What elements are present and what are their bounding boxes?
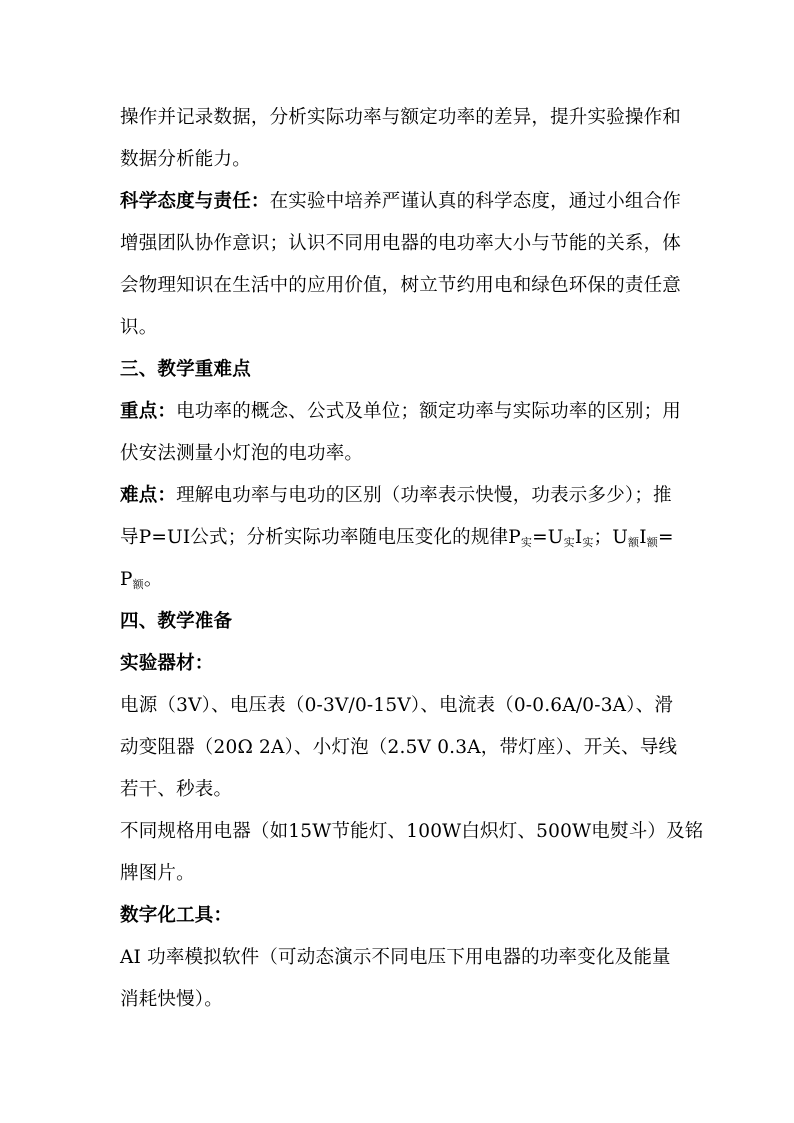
attitude-line-3: 会物理知识在生活中的应用价值，树立节约用电和绿色环保的责任意 [120,275,682,296]
difficult-points-line-2 [120,525,680,551]
equipment-label: 实验器材： [120,653,214,674]
difficult-points-text-1: 理解电功率与电功的区别（功率表示快慢，功表示多少）；推 [176,485,672,506]
period: 。 [143,569,163,590]
formula-sep-u: ；U [593,527,629,548]
attitude-text-1: 在实验中培养严谨认真的科学态度，通过小组合作 [269,191,682,212]
key-points-line-1 [120,399,680,425]
formula-equals: = [657,527,674,548]
equipment-line-1: 电源（3V）、电压表（0-3V/0-15V）、电流表（0-0.6A/0-3A）、滑 [120,695,674,716]
equipment-line-2: 动变阻器（20Ω 2A）、小灯泡（2.5V 0.3A，带灯座）、开关、导线 [120,737,678,758]
difficult-points-line-3 [120,567,680,593]
appliances-line-1: 不同规格用电器（如15W节能灯、100W白炽灯、500W电熨斗）及铭 [120,821,704,842]
subscript-rated: 额 [132,578,144,591]
digital-tools-line-2: 消耗快慢）。 [120,989,223,1010]
section-3-heading: 三、教学重难点 [120,359,251,380]
key-points-text-1: 电功率的概念、公式及单位；额定功率与实际功率的区别；用 [176,401,682,422]
formula-eq-u: =U [532,527,564,548]
goals-line-1: 操作并记录数据，分析实际功率与额定功率的差异，提升实验操作和 [120,107,682,128]
difficult-points-line-1 [120,483,680,509]
section-4-heading: 四、教学准备 [120,611,233,632]
subscript-rated: 额 [646,536,658,549]
formula-p: P [120,569,133,590]
subscript-actual: 实 [520,536,533,549]
key-points-label: 重点： [120,401,177,422]
equipment-line-3: 若干、秒表。 [120,779,233,800]
attitude-line-2: 增强团队协作意识；认识不同用电器的电功率大小与节能的关系，体 [120,233,682,254]
appliances-line-2: 牌图片。 [120,863,195,884]
key-points-line-2: 伏安法测量小灯泡的电功率。 [120,443,364,464]
difficult-points-label: 难点： [120,485,177,506]
subscript-rated: 额 [628,536,640,549]
attitude-label: 科学态度与责任： [120,191,270,212]
formula-i: I [574,527,583,548]
formula-text: 导P=UI公式；分析实际功率随电压变化的规律P [120,527,521,548]
digital-tools-label: 数字化工具： [120,905,233,926]
attitude-line-4: 识。 [120,317,158,338]
attitude-line-1 [120,189,680,215]
digital-tools-line-1: AI 功率模拟软件（可动态演示不同电压下用电器的功率变化及能量 [120,947,671,968]
formula-i: I [639,527,647,548]
subscript-actual: 实 [563,536,575,549]
goals-line-2: 数据分析能力。 [120,149,251,170]
subscript-actual: 实 [582,536,594,549]
